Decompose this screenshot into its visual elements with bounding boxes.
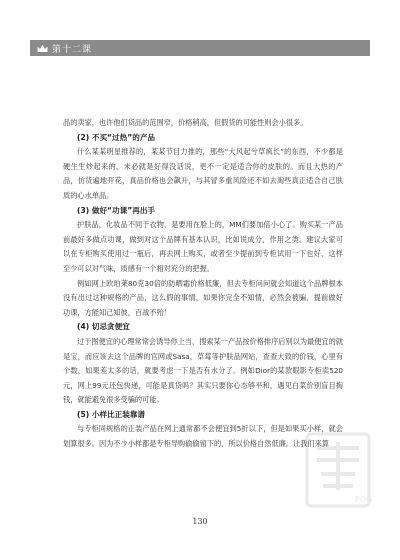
- section-heading: (4) 切忌贪便宜: [77, 322, 130, 332]
- section-heading: (2) 不买“过热”的产品: [77, 132, 156, 142]
- svg-text:POG: POG: [355, 495, 373, 504]
- chapter-title: 第十二课: [52, 44, 93, 55]
- paragraph: 护肤品，化妆品不同于衣物，是要用在脸上的，MM们要加倍小心了。购买某一产品前最好多做点功课，做到对这个品牌有基本认识，比如说成分，作用之类。建议大家可以在专柜购买使用过一瓶后，再去网上购买，或者至少提前到专柜试用一下也好，这样至少可以对气味，质感有一个相对充分的把握。: [63, 220, 343, 273]
- section-heading: (5) 小样比正装靠谱: [77, 409, 146, 419]
- crown-icon: [36, 42, 48, 54]
- section-heading: (3) 做好“功课”再出手: [77, 205, 156, 215]
- paragraph: 例如网上欧珀莱80克30倍的防晒霜价格低廉，但去专柜问问就会知道这个品牌根本没有出过这种规格的产品，这么假的事情，如果你完全不知情，必然会被骗，提前做好功课，方能知己知彼，百战不殆！: [63, 278, 343, 317]
- paragraph: 品的卖家，也许他们货品的范围窄，价格稍高，但假货的可能性则会小很多。: [63, 118, 308, 127]
- body-text: [63, 116, 343, 452]
- chapter-header: [30, 40, 370, 56]
- paragraph: 与专柜同规格的正装产品在网上通常都不会便宜到5折以下，但是如果买小样，就会划算很多。因为不少小样都是专柜导购偷偷留下的，所以价格自然低廉。让我们来算: [63, 424, 343, 449]
- page-number: 130: [192, 517, 208, 526]
- paragraph: 过于图便宜的心理常常会诱导你上当，搜索某一产品按价格排序后别以为最便宜的就是宝，而应该去这个品牌的官网或Sasa，草莓等护肤品网站，查查大致的价钱，心里有个数，如果差太多的话，就要考虑一下是否有水分了。例如Dior的某款眼影专柜卖520元，网上99元还包快递，可能是真货吗？其实只要你心态够平和，遇见白菜价别盲目掏钱，就能避免很多受骗的可能。: [63, 336, 343, 405]
- paragraph: 什么某某明星推荐的，某某节目力推的，那些“大风起兮草疯长”的东西，不少都是硬生生炒起来的，未必就是好得没话说，更不一定是适合你的皮肤的。而且大热的产品，仿货遍地开花，真品价格也会飙升，与其冒多重风险还不如去淘些真正适合自己肤质的心水单品。: [63, 147, 343, 200]
- seal-stamp-icon: [303, 430, 373, 510]
